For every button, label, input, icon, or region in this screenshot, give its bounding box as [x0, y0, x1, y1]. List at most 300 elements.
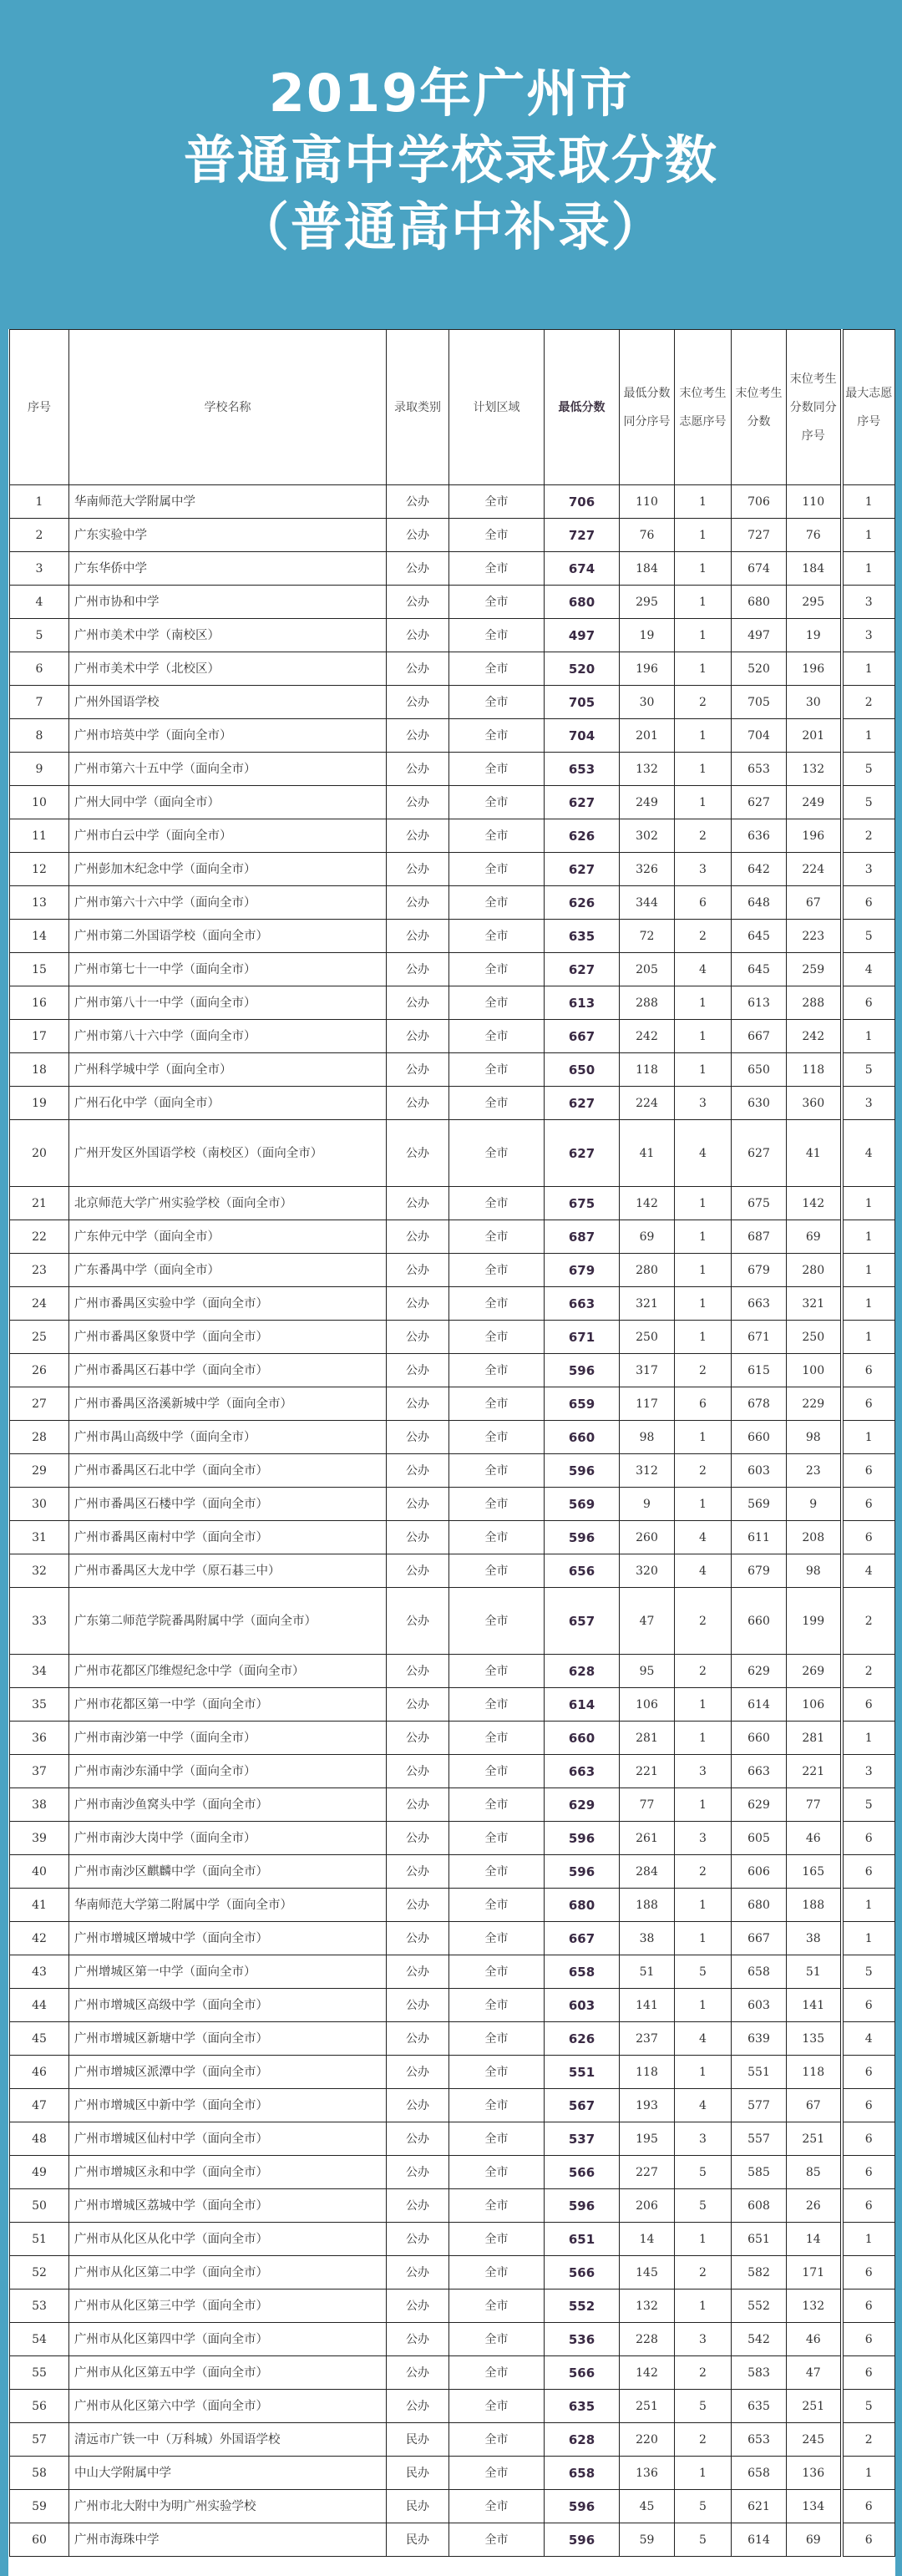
last-score-cell: 679	[732, 1554, 787, 1588]
table-row	[10, 1755, 895, 1788]
category-cell: 民办	[387, 2423, 449, 2457]
last-score-cell: 542	[732, 2323, 787, 2356]
last-choice-cell: 1	[675, 1254, 732, 1287]
school-name-cell: 广州市增城区仙村中学（面向全市）	[69, 2122, 387, 2156]
area-cell: 全市	[449, 2457, 545, 2490]
last-choice-cell: 5	[675, 2490, 732, 2523]
max-choice-cell: 6	[842, 1454, 895, 1488]
table-row	[10, 853, 895, 886]
max-choice-cell: 1	[842, 1254, 895, 1287]
last-choice-cell: 5	[675, 2523, 732, 2557]
last-choice-cell: 1	[675, 1788, 732, 1822]
last-score-cell: 645	[732, 920, 787, 953]
max-choice-cell: 6	[842, 2523, 895, 2557]
last-choice-cell: 3	[675, 853, 732, 886]
area-cell: 全市	[449, 2390, 545, 2423]
last-tie-rank-cell: 46	[787, 1822, 842, 1855]
school-name-cell: 广州增城区第一中学（面向全市）	[69, 1955, 387, 1989]
area-cell: 全市	[449, 886, 545, 920]
min-tie-rank-cell: 136	[620, 2457, 675, 2490]
school-name-cell: 广州市南沙大岗中学（面向全市）	[69, 1822, 387, 1855]
school-name-cell: 广州市花都区邝维煜纪念中学（面向全市）	[69, 1655, 387, 1688]
school-name-cell: 广州彭加木纪念中学（面向全市）	[69, 853, 387, 886]
seq-cell: 39	[10, 1822, 69, 1855]
min-tie-rank-cell: 142	[620, 1187, 675, 1220]
min-score-cell: 635	[545, 2390, 620, 2423]
area-cell: 全市	[449, 1321, 545, 1354]
min-tie-rank-cell: 184	[620, 552, 675, 586]
table-row	[10, 886, 895, 920]
min-tie-rank-cell: 110	[620, 485, 675, 519]
last-choice-cell: 1	[675, 1220, 732, 1254]
category-cell: 公办	[387, 1254, 449, 1287]
min-score-cell: 627	[545, 786, 620, 819]
header-category: 录取类别	[387, 330, 449, 485]
school-name-cell: 广州市美术中学（北校区）	[69, 652, 387, 686]
min-tie-rank-cell: 98	[620, 1421, 675, 1454]
seq-cell: 49	[10, 2156, 69, 2189]
table-row	[10, 1588, 895, 1655]
last-score-cell: 608	[732, 2189, 787, 2223]
max-choice-cell: 3	[842, 1755, 895, 1788]
max-choice-cell: 1	[842, 1287, 895, 1321]
min-tie-rank-cell: 132	[620, 2289, 675, 2323]
area-cell: 全市	[449, 485, 545, 519]
max-choice-cell: 6	[842, 1488, 895, 1521]
max-choice-cell: 6	[842, 2323, 895, 2356]
area-cell: 全市	[449, 2223, 545, 2256]
last-tie-rank-cell: 9	[787, 1488, 842, 1521]
table-row	[10, 1521, 895, 1554]
table-row	[10, 1989, 895, 2022]
seq-cell: 55	[10, 2356, 69, 2390]
last-choice-cell: 2	[675, 1655, 732, 1688]
min-tie-rank-cell: 47	[620, 1588, 675, 1655]
seq-cell: 58	[10, 2457, 69, 2490]
area-cell: 全市	[449, 2356, 545, 2390]
last-score-cell: 660	[732, 1588, 787, 1655]
max-choice-cell: 1	[842, 1421, 895, 1454]
last-tie-rank-cell: 69	[787, 2523, 842, 2557]
table-row	[10, 2457, 895, 2490]
last-tie-rank-cell: 221	[787, 1755, 842, 1788]
last-tie-rank-cell: 196	[787, 819, 842, 853]
last-tie-rank-cell: 106	[787, 1688, 842, 1722]
seq-cell: 27	[10, 1387, 69, 1421]
last-score-cell: 629	[732, 1788, 787, 1822]
min-tie-rank-cell: 76	[620, 519, 675, 552]
table-row	[10, 719, 895, 753]
last-tie-rank-cell: 269	[787, 1655, 842, 1688]
min-score-cell: 552	[545, 2289, 620, 2323]
last-tie-rank-cell: 110	[787, 485, 842, 519]
area-cell: 全市	[449, 1822, 545, 1855]
min-score-cell: 687	[545, 1220, 620, 1254]
school-name-cell: 广州市番禺区石碁中学（面向全市）	[69, 1354, 387, 1387]
school-name-cell: 广州市增城区派潭中学（面向全市）	[69, 2056, 387, 2089]
last-tie-rank-cell: 132	[787, 753, 842, 786]
min-score-cell: 569	[545, 1488, 620, 1521]
category-cell: 公办	[387, 2089, 449, 2122]
school-name-cell: 广州市禺山高级中学（面向全市）	[69, 1421, 387, 1454]
table-row	[10, 1087, 895, 1120]
table-row	[10, 686, 895, 719]
last-score-cell: 704	[732, 719, 787, 753]
last-tie-rank-cell: 132	[787, 2289, 842, 2323]
table-row	[10, 1822, 895, 1855]
max-choice-cell: 4	[842, 2022, 895, 2056]
school-name-cell: 华南师范大学第二附属中学（面向全市）	[69, 1889, 387, 1922]
seq-cell: 48	[10, 2122, 69, 2156]
table-row	[10, 1922, 895, 1955]
seq-cell: 50	[10, 2189, 69, 2223]
max-choice-cell: 3	[842, 619, 895, 652]
seq-cell: 42	[10, 1922, 69, 1955]
table-row	[10, 1855, 895, 1889]
area-cell: 全市	[449, 1889, 545, 1922]
category-cell: 公办	[387, 2356, 449, 2390]
seq-cell: 41	[10, 1889, 69, 1922]
last-choice-cell: 1	[675, 1321, 732, 1354]
min-tie-rank-cell: 221	[620, 1755, 675, 1788]
category-cell: 公办	[387, 1855, 449, 1889]
last-tie-rank-cell: 281	[787, 1722, 842, 1755]
area-cell: 全市	[449, 719, 545, 753]
last-choice-cell: 1	[675, 519, 732, 552]
category-cell: 民办	[387, 2523, 449, 2557]
last-score-cell: 653	[732, 2423, 787, 2457]
min-score-cell: 675	[545, 1187, 620, 1220]
area-cell: 全市	[449, 1521, 545, 1554]
table-row	[10, 519, 895, 552]
min-tie-rank-cell: 196	[620, 652, 675, 686]
category-cell: 公办	[387, 2056, 449, 2089]
last-choice-cell: 2	[675, 2423, 732, 2457]
last-score-cell: 577	[732, 2089, 787, 2122]
seq-cell: 53	[10, 2289, 69, 2323]
school-name-cell: 广州市从化区从化中学（面向全市）	[69, 2223, 387, 2256]
table-row	[10, 485, 895, 519]
min-score-cell: 627	[545, 1120, 620, 1187]
last-choice-cell: 1	[675, 652, 732, 686]
min-tie-rank-cell: 320	[620, 1554, 675, 1588]
max-choice-cell: 6	[842, 2122, 895, 2156]
last-choice-cell: 1	[675, 2223, 732, 2256]
seq-cell: 14	[10, 920, 69, 953]
title-line-2: 普通高中学校录取分数	[183, 129, 718, 190]
last-score-cell: 671	[732, 1321, 787, 1354]
last-tie-rank-cell: 98	[787, 1554, 842, 1588]
area-cell: 全市	[449, 853, 545, 886]
last-score-cell: 552	[732, 2289, 787, 2323]
seq-cell: 52	[10, 2256, 69, 2289]
category-cell: 公办	[387, 1053, 449, 1087]
min-score-cell: 566	[545, 2356, 620, 2390]
min-score-cell: 567	[545, 2089, 620, 2122]
min-score-cell: 497	[545, 619, 620, 652]
school-name-cell: 广东番禺中学（面向全市）	[69, 1254, 387, 1287]
table-row	[10, 1220, 895, 1254]
title-banner	[0, 0, 902, 329]
max-choice-cell: 1	[842, 1889, 895, 1922]
min-tie-rank-cell: 141	[620, 1989, 675, 2022]
max-choice-cell: 5	[842, 1053, 895, 1087]
max-choice-cell: 6	[842, 2490, 895, 2523]
category-cell: 公办	[387, 552, 449, 586]
school-name-cell: 广州市番禺区洛溪新城中学（面向全市）	[69, 1387, 387, 1421]
table-row	[10, 2490, 895, 2523]
last-choice-cell: 4	[675, 2089, 732, 2122]
seq-cell: 24	[10, 1287, 69, 1321]
last-tie-rank-cell: 188	[787, 1889, 842, 1922]
category-cell: 公办	[387, 1387, 449, 1421]
min-tie-rank-cell: 51	[620, 1955, 675, 1989]
last-tie-rank-cell: 51	[787, 1955, 842, 1989]
last-choice-cell: 1	[675, 2457, 732, 2490]
last-tie-rank-cell: 288	[787, 986, 842, 1020]
last-tie-rank-cell: 165	[787, 1855, 842, 1889]
category-cell: 公办	[387, 586, 449, 619]
last-tie-rank-cell: 41	[787, 1120, 842, 1187]
last-tie-rank-cell: 245	[787, 2423, 842, 2457]
last-tie-rank-cell: 19	[787, 619, 842, 652]
table-row	[10, 2523, 895, 2557]
last-score-cell: 687	[732, 1220, 787, 1254]
last-score-cell: 583	[732, 2356, 787, 2390]
school-name-cell: 广东实验中学	[69, 519, 387, 552]
min-tie-rank-cell: 281	[620, 1722, 675, 1755]
min-tie-rank-cell: 14	[620, 2223, 675, 2256]
max-choice-cell: 6	[842, 1354, 895, 1387]
last-choice-cell: 2	[675, 2356, 732, 2390]
category-cell: 公办	[387, 1354, 449, 1387]
last-tie-rank-cell: 251	[787, 2390, 842, 2423]
last-choice-cell: 1	[675, 1989, 732, 2022]
min-tie-rank-cell: 193	[620, 2089, 675, 2122]
area-cell: 全市	[449, 819, 545, 853]
last-choice-cell: 1	[675, 986, 732, 1020]
last-tie-rank-cell: 67	[787, 2089, 842, 2122]
category-cell: 公办	[387, 1722, 449, 1755]
area-cell: 全市	[449, 1187, 545, 1220]
school-name-cell: 清远市广铁一中（万科城）外国语学校	[69, 2423, 387, 2457]
min-score-cell: 660	[545, 1722, 620, 1755]
last-tie-rank-cell: 259	[787, 953, 842, 986]
min-tie-rank-cell: 45	[620, 2490, 675, 2523]
seq-cell: 46	[10, 2056, 69, 2089]
min-tie-rank-cell: 288	[620, 986, 675, 1020]
last-score-cell: 615	[732, 1354, 787, 1387]
table-row	[10, 619, 895, 652]
min-tie-rank-cell: 41	[620, 1120, 675, 1187]
last-choice-cell: 4	[675, 1554, 732, 1588]
max-choice-cell: 6	[842, 986, 895, 1020]
last-score-cell: 582	[732, 2256, 787, 2289]
min-tie-rank-cell: 260	[620, 1521, 675, 1554]
last-score-cell: 639	[732, 2022, 787, 2056]
category-cell: 公办	[387, 1488, 449, 1521]
last-score-cell: 678	[732, 1387, 787, 1421]
min-tie-rank-cell: 242	[620, 1020, 675, 1053]
table-row	[10, 2223, 895, 2256]
min-score-cell: 603	[545, 1989, 620, 2022]
table-row	[10, 2156, 895, 2189]
seq-cell: 32	[10, 1554, 69, 1588]
last-score-cell: 674	[732, 552, 787, 586]
last-tie-rank-cell: 141	[787, 1989, 842, 2022]
table-row	[10, 1020, 895, 1053]
table-row	[10, 2089, 895, 2122]
min-tie-rank-cell: 224	[620, 1087, 675, 1120]
max-choice-cell: 1	[842, 652, 895, 686]
min-score-cell: 658	[545, 1955, 620, 1989]
last-choice-cell: 3	[675, 1822, 732, 1855]
area-cell: 全市	[449, 2323, 545, 2356]
score-table-sheet	[8, 329, 895, 2576]
last-tie-rank-cell: 184	[787, 552, 842, 586]
min-tie-rank-cell: 9	[620, 1488, 675, 1521]
min-score-cell: 613	[545, 986, 620, 1020]
min-tie-rank-cell: 132	[620, 753, 675, 786]
seq-cell: 6	[10, 652, 69, 686]
last-choice-cell: 2	[675, 1454, 732, 1488]
last-tie-rank-cell: 201	[787, 719, 842, 753]
min-tie-rank-cell: 206	[620, 2189, 675, 2223]
seq-cell: 11	[10, 819, 69, 853]
seq-cell: 40	[10, 1855, 69, 1889]
category-cell: 公办	[387, 1120, 449, 1187]
last-score-cell: 727	[732, 519, 787, 552]
school-name-cell: 广州市白云中学（面向全市）	[69, 819, 387, 853]
min-score-cell: 705	[545, 686, 620, 719]
seq-cell: 25	[10, 1321, 69, 1354]
last-choice-cell: 5	[675, 2189, 732, 2223]
min-score-cell: 596	[545, 1521, 620, 1554]
seq-cell: 2	[10, 519, 69, 552]
min-tie-rank-cell: 302	[620, 819, 675, 853]
area-cell: 全市	[449, 1655, 545, 1688]
min-tie-rank-cell: 95	[620, 1655, 675, 1688]
last-score-cell: 606	[732, 1855, 787, 1889]
school-name-cell: 广州市增城区永和中学（面向全市）	[69, 2156, 387, 2189]
last-score-cell: 603	[732, 1989, 787, 2022]
seq-cell: 9	[10, 753, 69, 786]
table-row	[10, 2423, 895, 2457]
min-score-cell: 614	[545, 1688, 620, 1722]
seq-cell: 38	[10, 1788, 69, 1822]
category-cell: 公办	[387, 1922, 449, 1955]
header-area: 计划区域	[449, 330, 545, 485]
last-tie-rank-cell: 26	[787, 2189, 842, 2223]
min-score-cell: 680	[545, 1889, 620, 1922]
max-choice-cell: 6	[842, 1989, 895, 2022]
school-name-cell: 广州市第二外国语学校（面向全市）	[69, 920, 387, 953]
last-score-cell: 585	[732, 2156, 787, 2189]
category-cell: 公办	[387, 920, 449, 953]
last-score-cell: 611	[732, 1521, 787, 1554]
area-cell: 全市	[449, 753, 545, 786]
school-name-cell: 广州市北大附中为明广州实验学校	[69, 2490, 387, 2523]
max-choice-cell: 2	[842, 2423, 895, 2457]
max-choice-cell: 1	[842, 552, 895, 586]
min-tie-rank-cell: 228	[620, 2323, 675, 2356]
school-name-cell: 广州市南沙区麒麟中学（面向全市）	[69, 1855, 387, 1889]
max-choice-cell: 5	[842, 1955, 895, 1989]
last-choice-cell: 2	[675, 1588, 732, 1655]
table-row	[10, 920, 895, 953]
min-score-cell: 680	[545, 586, 620, 619]
min-tie-rank-cell: 106	[620, 1688, 675, 1722]
last-score-cell: 635	[732, 2390, 787, 2423]
category-cell: 民办	[387, 2457, 449, 2490]
table-row	[10, 1788, 895, 1822]
min-score-cell: 551	[545, 2056, 620, 2089]
min-score-cell: 663	[545, 1755, 620, 1788]
seq-cell: 12	[10, 853, 69, 886]
last-tie-rank-cell: 142	[787, 1187, 842, 1220]
area-cell: 全市	[449, 2256, 545, 2289]
last-tie-rank-cell: 196	[787, 652, 842, 686]
min-score-cell: 660	[545, 1421, 620, 1454]
category-cell: 公办	[387, 1020, 449, 1053]
table-row	[10, 1722, 895, 1755]
min-tie-rank-cell: 250	[620, 1321, 675, 1354]
max-choice-cell: 1	[842, 1020, 895, 1053]
last-score-cell: 551	[732, 2056, 787, 2089]
category-cell: 公办	[387, 1554, 449, 1588]
school-name-cell: 广州市第八十一中学（面向全市）	[69, 986, 387, 1020]
school-name-cell: 广州市增城区荔城中学（面向全市）	[69, 2189, 387, 2223]
category-cell: 公办	[387, 1655, 449, 1688]
last-tie-rank-cell: 360	[787, 1087, 842, 1120]
last-score-cell: 497	[732, 619, 787, 652]
category-cell: 公办	[387, 2022, 449, 2056]
area-cell: 全市	[449, 1554, 545, 1588]
last-tie-rank-cell: 76	[787, 519, 842, 552]
table-row	[10, 753, 895, 786]
last-choice-cell: 1	[675, 1889, 732, 1922]
category-cell: 公办	[387, 2189, 449, 2223]
area-cell: 全市	[449, 986, 545, 1020]
category-cell: 公办	[387, 1321, 449, 1354]
category-cell: 公办	[387, 619, 449, 652]
header-last-tie-rank: 末位考生分数同分序号	[787, 330, 842, 485]
school-name-cell: 广州市南沙鱼窝头中学（面向全市）	[69, 1788, 387, 1822]
area-cell: 全市	[449, 1287, 545, 1321]
last-tie-rank-cell: 229	[787, 1387, 842, 1421]
last-score-cell: 680	[732, 586, 787, 619]
min-tie-rank-cell: 280	[620, 1254, 675, 1287]
last-score-cell: 636	[732, 819, 787, 853]
min-score-cell: 658	[545, 2457, 620, 2490]
last-score-cell: 706	[732, 485, 787, 519]
last-tie-rank-cell: 134	[787, 2490, 842, 2523]
min-score-cell: 596	[545, 1855, 620, 1889]
seq-cell: 5	[10, 619, 69, 652]
school-name-cell: 广州市番禺区南村中学（面向全市）	[69, 1521, 387, 1554]
header-seq: 序号	[10, 330, 69, 485]
category-cell: 公办	[387, 2256, 449, 2289]
header-row	[10, 330, 895, 485]
category-cell: 公办	[387, 753, 449, 786]
area-cell: 全市	[449, 1387, 545, 1421]
table-row	[10, 2390, 895, 2423]
school-name-cell: 广州市增城区新塘中学（面向全市）	[69, 2022, 387, 2056]
last-score-cell: 603	[732, 1454, 787, 1488]
min-tie-rank-cell: 321	[620, 1287, 675, 1321]
area-cell: 全市	[449, 2523, 545, 2557]
table-row	[10, 819, 895, 853]
